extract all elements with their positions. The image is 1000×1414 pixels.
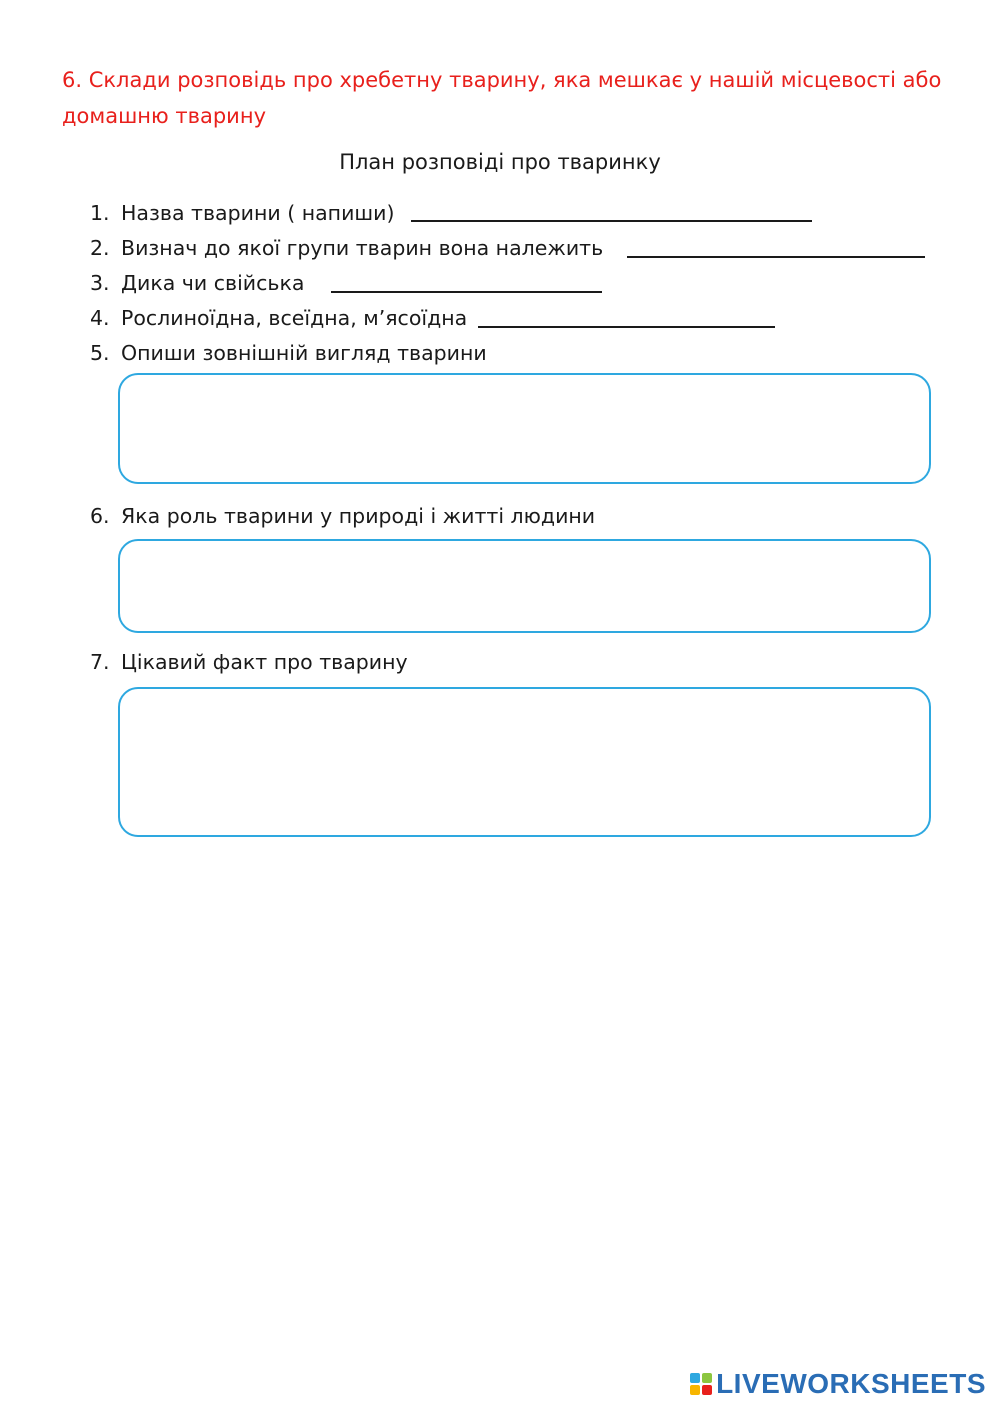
plan-item-number: 7.: [90, 650, 110, 674]
liveworksheets-logo-icon: [690, 1373, 712, 1395]
plan-item-label: Назва тварини ( напиши): [121, 201, 395, 225]
appearance-answer-box[interactable]: [118, 373, 931, 484]
plan-item-3: [90, 269, 304, 297]
plan-item-label: Дика чи свійська: [121, 271, 305, 295]
plan-item-number: 2.: [90, 236, 110, 260]
plan-item-2: [90, 234, 603, 262]
plan-item-number: 3.: [90, 271, 110, 295]
plan-item-5: [90, 339, 487, 367]
plan-item-1: [90, 199, 395, 227]
plan-item-number: 5.: [90, 341, 110, 365]
role-answer-box[interactable]: [118, 539, 931, 633]
plan-item-4: [90, 304, 467, 332]
wild-or-domestic-answer-line[interactable]: [331, 291, 602, 293]
task-title: 6. Склади розповідь про хребетну тварину, яка мешкає у нашій місцевості або домашню тварину: [62, 68, 942, 128]
plan-item-7: [90, 648, 408, 676]
plan-item-label: Яка роль тварини у природі і житті людини: [121, 504, 596, 528]
plan-heading: План розповіді про тваринку: [339, 150, 661, 174]
fact-answer-box[interactable]: [118, 687, 931, 837]
group-answer-line[interactable]: [627, 256, 925, 258]
plan-item-6: [90, 502, 595, 530]
logo-text: LIVEWORKSHEETS: [716, 1368, 986, 1399]
plan-item-label: Рослиноїдна, всеїдна, м’ясоїдна: [121, 306, 468, 330]
plan-item-label: Визнач до якої групи тварин вона належить: [121, 236, 604, 260]
plan-item-number: 1.: [90, 201, 110, 225]
plan-item-label: Цікавий факт про тварину: [121, 650, 408, 674]
diet-answer-line[interactable]: [478, 326, 775, 328]
liveworksheets-logo: [690, 1368, 986, 1400]
name-answer-line[interactable]: [411, 220, 812, 222]
plan-item-number: 4.: [90, 306, 110, 330]
plan-item-label: Опиши зовнішній вигляд тварини: [121, 341, 487, 365]
plan-item-number: 6.: [90, 504, 110, 528]
